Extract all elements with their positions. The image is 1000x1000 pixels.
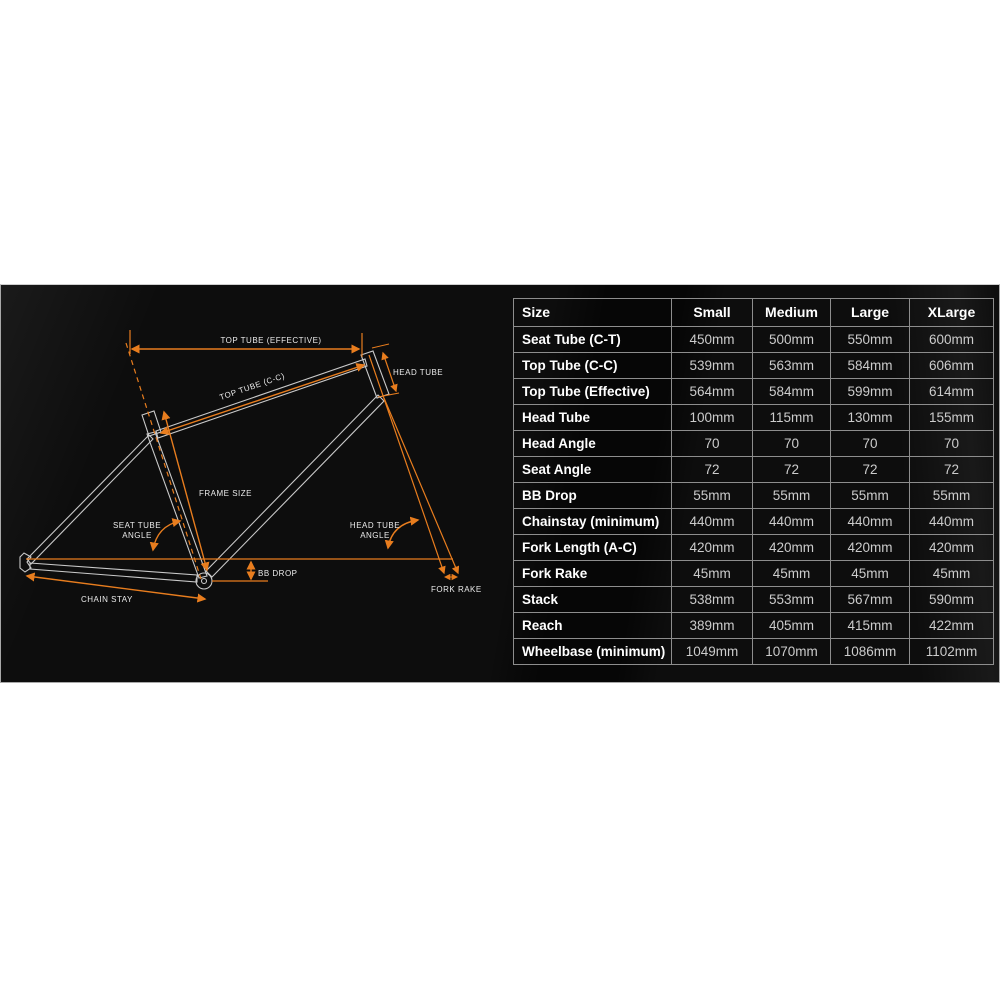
row-label: Stack — [514, 587, 672, 613]
seat-tube-axis-dashed — [126, 343, 201, 579]
value-cell: 45mm — [831, 561, 910, 587]
value-cell: 420mm — [672, 535, 753, 561]
row-label: Chainstay (minimum) — [514, 509, 672, 535]
down-tube — [206, 395, 384, 577]
label-bb-drop: BB DROP — [258, 569, 298, 578]
value-cell: 584mm — [753, 379, 831, 405]
value-cell: 420mm — [753, 535, 831, 561]
value-cell: 500mm — [753, 327, 831, 353]
table-row — [514, 587, 994, 613]
value-cell: 45mm — [910, 561, 994, 587]
bottom-bracket-center — [202, 579, 207, 584]
row-label: Top Tube (C-C) — [514, 353, 672, 379]
label-head-tube-angle-2: ANGLE — [360, 531, 390, 540]
value-cell: 45mm — [672, 561, 753, 587]
table-row — [514, 639, 994, 665]
label-top-tube-cc: TOP TUBE (C-C) — [218, 371, 286, 403]
value-cell: 538mm — [672, 587, 753, 613]
value-cell: 70 — [831, 431, 910, 457]
table-row — [514, 613, 994, 639]
table-row — [514, 561, 994, 587]
label-fork-rake: FORK RAKE — [431, 585, 482, 594]
value-cell: 563mm — [753, 353, 831, 379]
value-cell: 539mm — [672, 353, 753, 379]
value-cell: 1070mm — [753, 639, 831, 665]
table-row — [514, 483, 994, 509]
geometry-table — [513, 298, 994, 665]
value-cell: 450mm — [672, 327, 753, 353]
value-cell: 70 — [910, 431, 994, 457]
value-cell: 422mm — [910, 613, 994, 639]
row-label: Seat Angle — [514, 457, 672, 483]
table-row — [514, 509, 994, 535]
value-cell: 440mm — [753, 509, 831, 535]
frame-geometry-diagram — [1, 285, 506, 682]
value-cell: 1049mm — [672, 639, 753, 665]
table-row — [514, 431, 994, 457]
table-row — [514, 457, 994, 483]
value-cell: 100mm — [672, 405, 753, 431]
row-label: Top Tube (Effective) — [514, 379, 672, 405]
value-cell: 70 — [753, 431, 831, 457]
label-chain-stay: CHAIN STAY — [81, 595, 133, 604]
value-cell: 415mm — [831, 613, 910, 639]
value-cell: 420mm — [910, 535, 994, 561]
label-frame-size: FRAME SIZE — [199, 489, 253, 498]
row-label: BB Drop — [514, 483, 672, 509]
value-cell: 584mm — [831, 353, 910, 379]
value-cell: 614mm — [910, 379, 994, 405]
value-cell: 115mm — [753, 405, 831, 431]
value-cell: 389mm — [672, 613, 753, 639]
value-cell: 72 — [831, 457, 910, 483]
value-cell: 550mm — [831, 327, 910, 353]
row-label: Wheelbase (minimum) — [514, 639, 672, 665]
col-header-medium: Medium — [753, 299, 831, 327]
value-cell: 440mm — [672, 509, 753, 535]
table-row — [514, 353, 994, 379]
value-cell: 440mm — [831, 509, 910, 535]
value-cell: 72 — [672, 457, 753, 483]
value-cell: 55mm — [672, 483, 753, 509]
head-tube-tick-top — [372, 344, 389, 348]
seat-stay — [27, 435, 153, 564]
value-cell: 567mm — [831, 587, 910, 613]
row-label: Fork Length (A-C) — [514, 535, 672, 561]
table-row — [514, 405, 994, 431]
value-cell: 590mm — [910, 587, 994, 613]
dim-top-tube-cc — [161, 365, 364, 433]
col-header-small: Small — [672, 299, 753, 327]
value-cell: 155mm — [910, 405, 994, 431]
table-row — [514, 379, 994, 405]
bike-frame-outline — [20, 351, 389, 589]
value-cell: 72 — [753, 457, 831, 483]
value-cell: 405mm — [753, 613, 831, 639]
seat-tube — [147, 432, 207, 578]
value-cell: 599mm — [831, 379, 910, 405]
value-cell: 553mm — [753, 587, 831, 613]
steering-axis-line — [369, 355, 444, 573]
top-tube — [156, 359, 367, 438]
row-label: Seat Tube (C-T) — [514, 327, 672, 353]
label-top-tube-effective: TOP TUBE (EFFECTIVE) — [220, 336, 322, 345]
row-label: Reach — [514, 613, 672, 639]
row-label: Head Tube — [514, 405, 672, 431]
label-head-tube: HEAD TUBE — [393, 368, 444, 377]
row-label: Head Angle — [514, 431, 672, 457]
value-cell: 70 — [672, 431, 753, 457]
value-cell: 564mm — [672, 379, 753, 405]
value-cell: 1086mm — [831, 639, 910, 665]
row-label: Fork Rake — [514, 561, 672, 587]
table-header-row — [514, 299, 994, 327]
value-cell: 440mm — [910, 509, 994, 535]
value-cell: 45mm — [753, 561, 831, 587]
label-seat-tube-angle-1: SEAT TUBE — [112, 521, 162, 530]
col-header-size: Size — [514, 299, 672, 327]
value-cell: 1102mm — [910, 639, 994, 665]
value-cell: 600mm — [910, 327, 994, 353]
table-row — [514, 535, 994, 561]
value-cell: 130mm — [831, 405, 910, 431]
value-cell: 72 — [910, 457, 994, 483]
value-cell: 606mm — [910, 353, 994, 379]
value-cell: 420mm — [831, 535, 910, 561]
label-head-tube-angle-1: HEAD TUBE — [349, 521, 401, 530]
geometry-panel — [0, 284, 1000, 683]
col-header-xlarge: XLarge — [910, 299, 994, 327]
table-row — [514, 327, 994, 353]
value-cell: 55mm — [753, 483, 831, 509]
label-seat-tube-angle-2: ANGLE — [122, 531, 152, 540]
fork-line — [384, 398, 458, 573]
col-header-large: Large — [831, 299, 910, 327]
value-cell: 55mm — [831, 483, 910, 509]
bottom-bracket — [196, 573, 212, 589]
diagram-labels — [81, 336, 482, 604]
value-cell: 55mm — [910, 483, 994, 509]
